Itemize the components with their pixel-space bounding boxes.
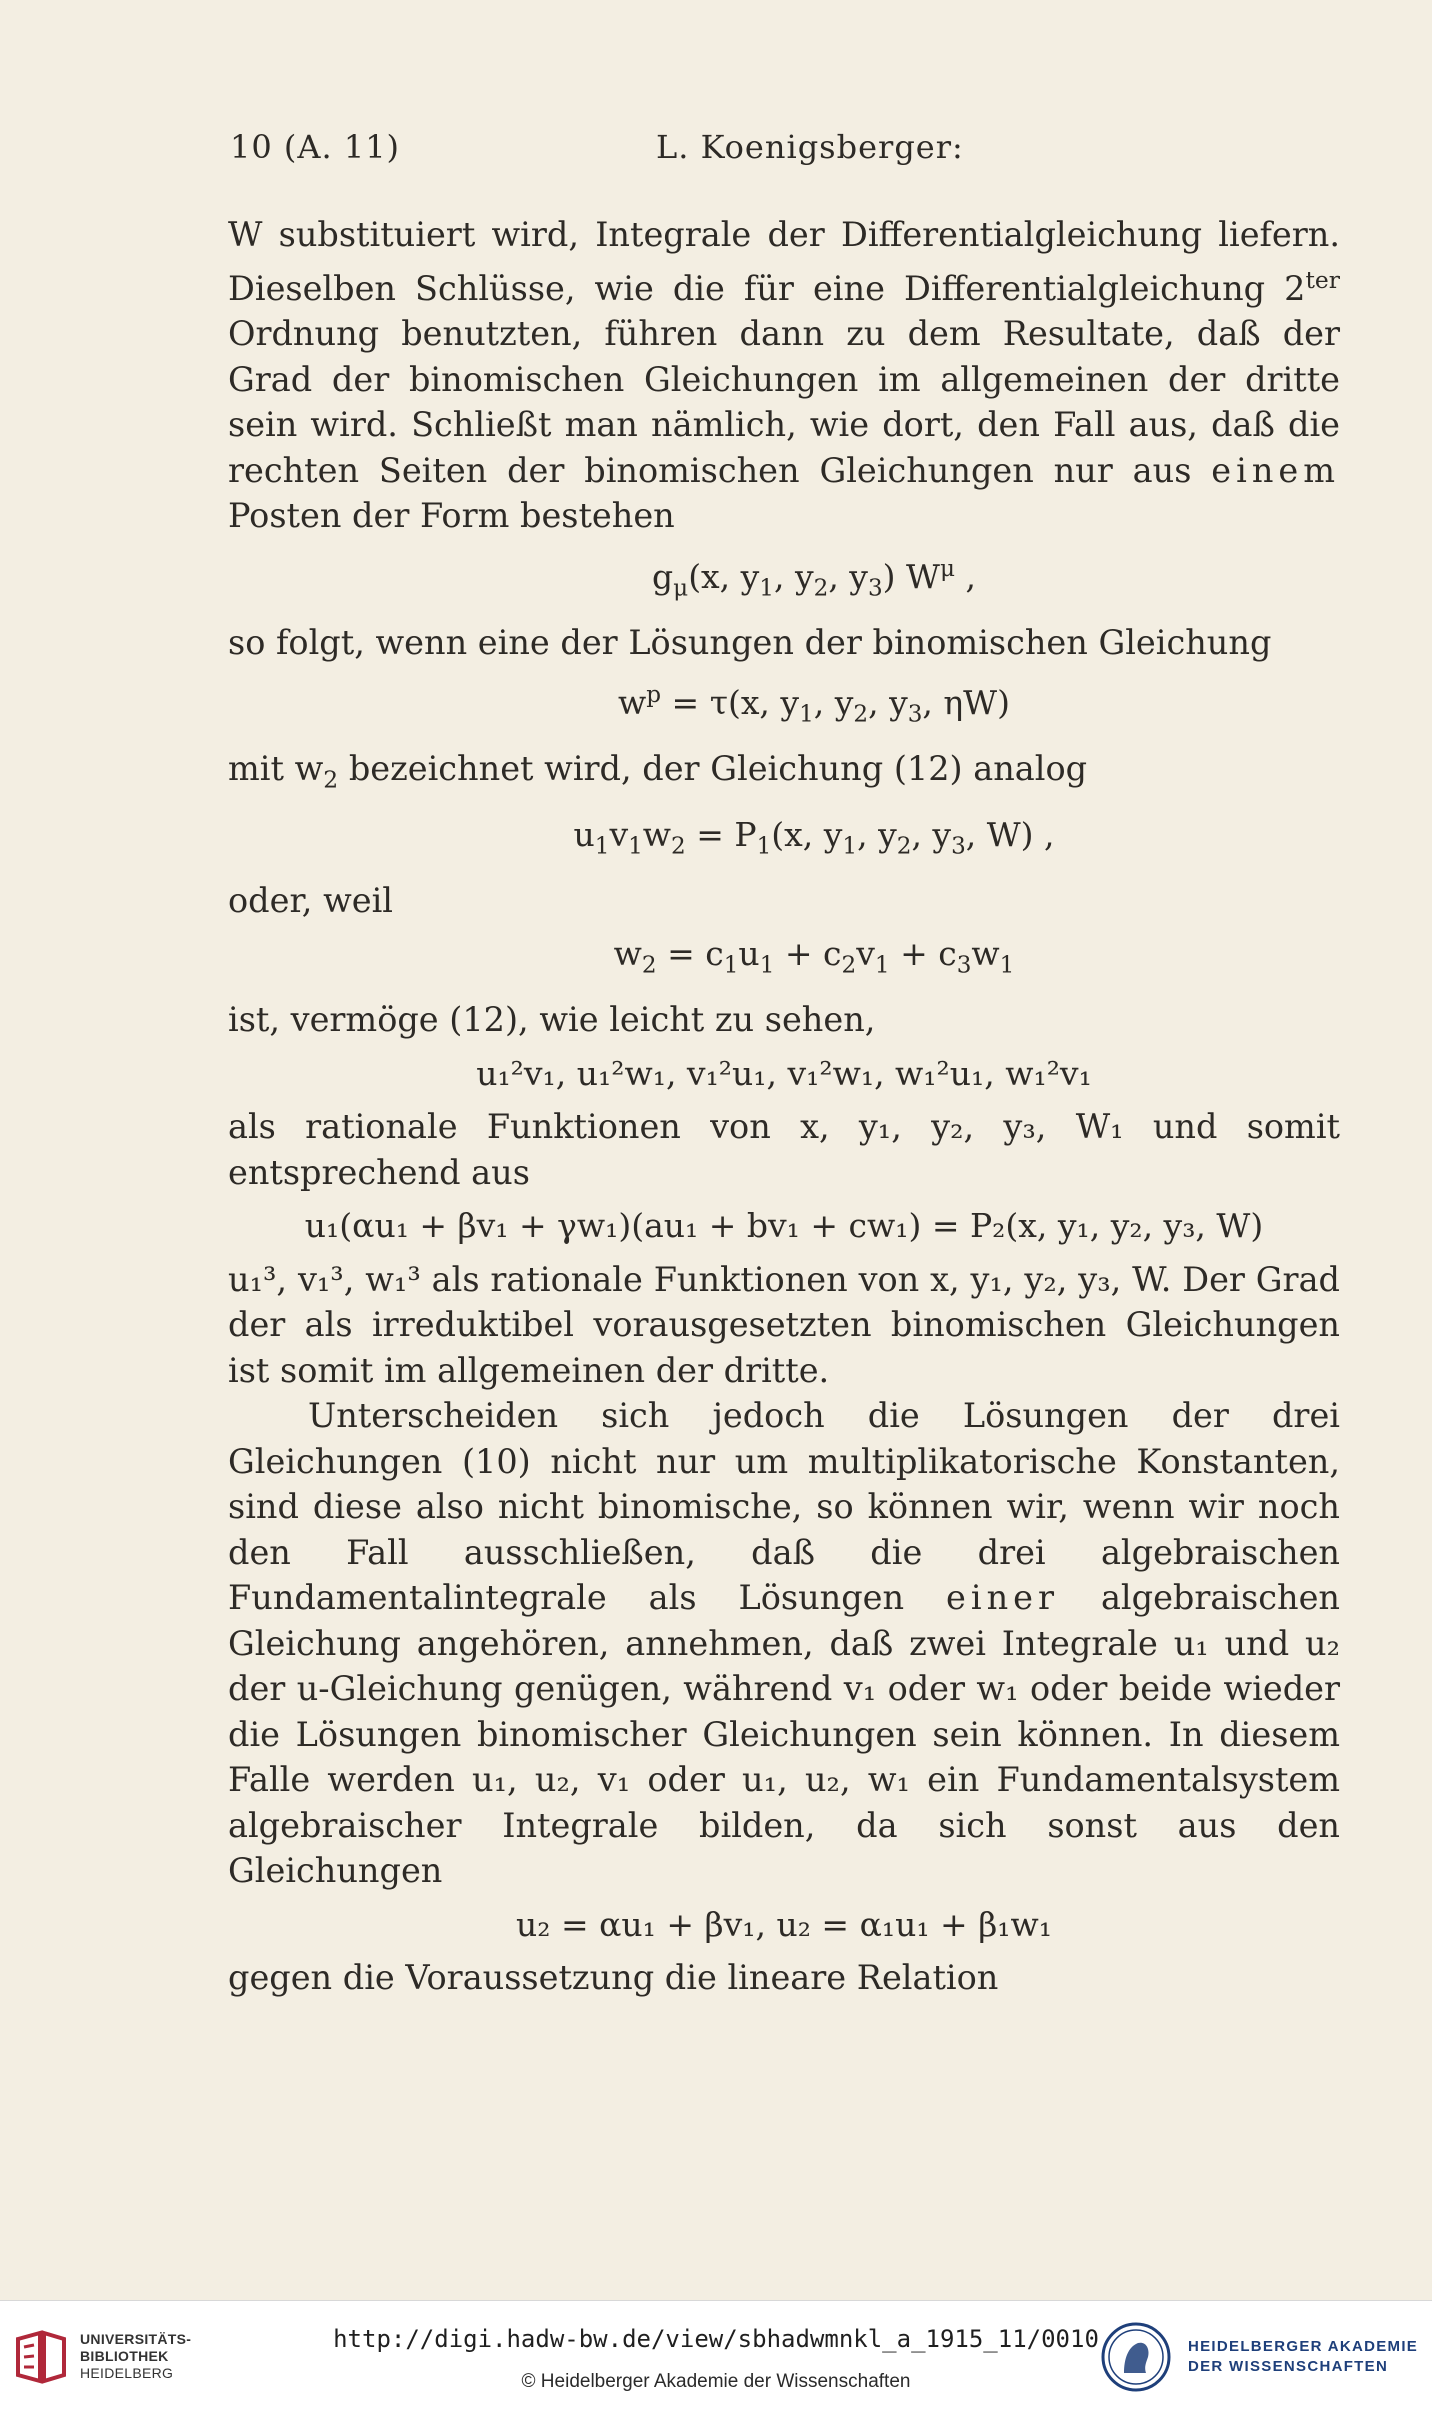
running-author: L. Koenigsberger:: [656, 128, 964, 166]
paragraph-3: mit $w_2$ bezeichnet wird, der Gleichung (12) analog: [228, 749, 1088, 795]
footer-bar: [0, 2300, 1432, 2414]
paragraph-4: oder, weil: [228, 880, 393, 920]
library-name: UNIVERSITÄTS- BIBLIOTHEK HEIDELBERG: [80, 2331, 192, 2381]
paragraph-7: u₁³, v₁³, w₁³ als rationale Funktionen von x, y₁, y₂, y₃, W. Der Grad der als irreduktibel vorausgesetzten binomischen Gleichungen ist somit im allgemeinen der dritte.: [228, 1259, 1340, 1390]
paragraph-6: als rationale Funktionen von x, y₁, y₂, y₃, W₁ und somit entsprechend aus: [228, 1107, 1340, 1192]
formula-u2: u₂ = αu₁ + βv₁, u₂ = α₁u₁ + β₁w₁: [516, 1904, 1052, 1944]
formula-w2: $w_2 = c_1u_1 + c_2v_1 + c_3w_1$: [613, 934, 1015, 979]
body-text: [228, 212, 1340, 2001]
academy-name: HEIDELBERGER AKADEMIE DER WISSENSCHAFTEN: [1188, 2338, 1419, 2375]
page-number: 10 (A. 11): [230, 128, 401, 166]
formula-g-mu: $g_\mu(x$, $y_1$, $y_2$, $y_3$) $W^\mu$ ,: [652, 555, 976, 602]
paragraph-9: gegen die Voraussetzung die lineare Relation: [228, 1958, 999, 1998]
formula-P2: u₁(αu₁ + βv₁ + γw₁)(au₁ + bv₁ + cw₁) = P₂(x, y₁, y₂, y₃, W): [304, 1206, 1264, 1246]
paragraph-8: Unterscheiden sich jedoch die Lösungen der drei Gleichungen (10) nicht nur um multiplikatorische Konstanten, sind diese also nicht binomische, so können wir, wenn wir noch den Fall ausschließen, daß die drei algebraischen Fundamentalintegrale als Lösungen einer algebraischen Gleichung angehören, annehmen, daß zwei Integrale u₁ und u₂ der u-Gleichung genügen, während v₁ oder w₁ oder beide wieder die Lösungen binomischer Gleichungen sein können. In diesem Falle werden u₁, u₂, v₁ oder u₁, u₂, w₁ ein Fundamentalsystem algebraischer Integrale bilden, da sich sonst aus den Gleichungen: [228, 1396, 1340, 1891]
formula-u1v1w2: $u_1v_1w_2 = P_1(x$, $y_1$, $y_2$, $y_3$, W) ,: [573, 814, 1055, 860]
paragraph-2: so folgt, wenn eine der Lösungen der binomischen Gleichung: [228, 622, 1272, 662]
paragraph-5: ist, vermöge (12), wie leicht zu sehen,: [228, 1000, 876, 1040]
academy-seal-icon: [1100, 2321, 1172, 2393]
formula-products: u₁²v₁, u₁²w₁, v₁²u₁, v₁²w₁, w₁²u₁, w₁²v₁: [476, 1053, 1092, 1093]
academy-logo[interactable]: [1100, 2321, 1420, 2401]
paragraph-1: W substituiert wird, Integrale der Differentialgleichung liefern. Dieselben Schlüsse, wie die für eine Differentialgleichung $2^{ter}$ Ordnung benutzten, führen dann zu dem Resultate, daß der Grad der binomischen Gleichungen im allgemeinen der dritte sein wird. Schließt man nämlich, wie dort, den Fall aus, daß die rechten Seiten der binomischen Gleichungen nur aus einem Posten der Form bestehen: [228, 215, 1340, 536]
formula-w-p: $w^p = \tau(x$, $y_1$, $y_2$, $y_3$, ηW): [618, 682, 1010, 728]
copyright-notice: © Heidelberger Akademie der Wissenschaften: [521, 2371, 911, 2392]
permalink-url[interactable]: http://digi.hadw-bw.de/view/sbhadwmnkl_a_1915_11/0010: [333, 2325, 1099, 2353]
